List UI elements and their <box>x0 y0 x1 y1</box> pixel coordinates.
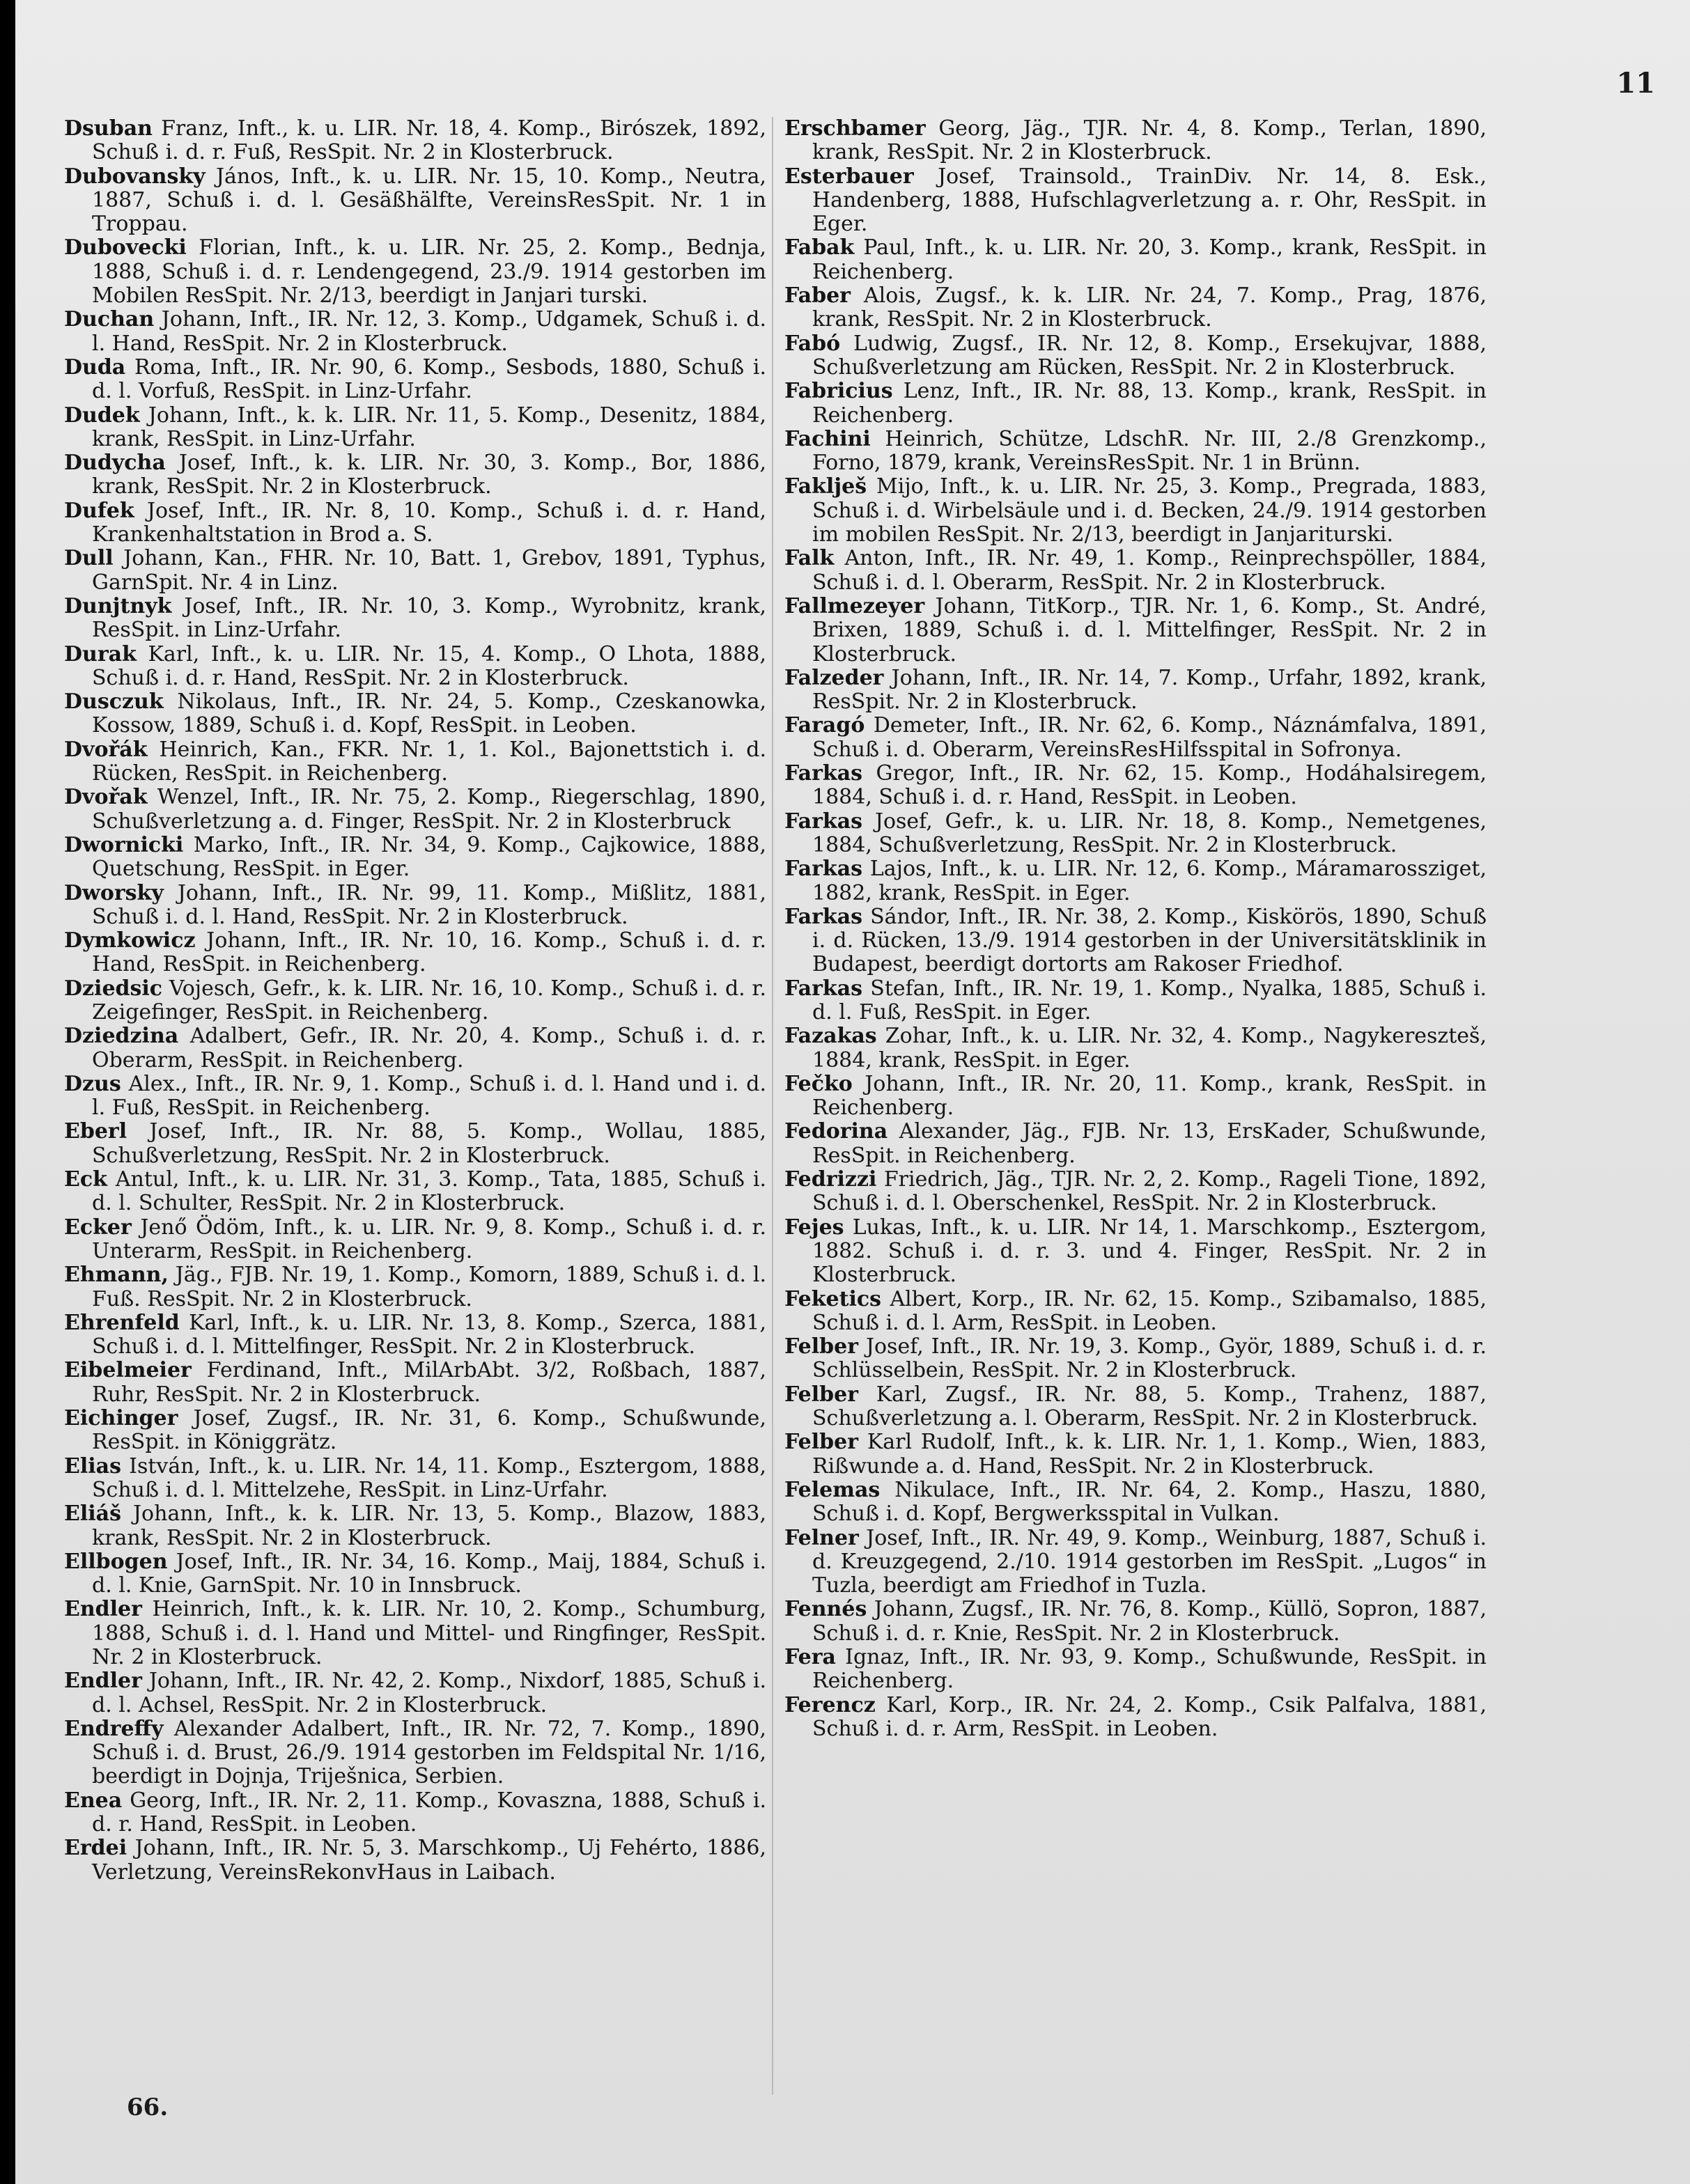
entry-details: Johann, Inft., IR. Nr. 42, 2. Komp., Nixdorf, 1885, Schuß i. d. l. Achsel, ResSpit. Nr. 2 in Klosterbruck. <box>92 1669 766 1717</box>
entry-details: Josef, Inft., IR. Nr. 34, 16. Komp., Maij, 1884, Schuß i. d. l. Knie, GarnSpit. Nr. 10 in Innsbruck. <box>92 1549 766 1598</box>
entry-details: Franz, Inft., k. u. LIR. Nr. 18, 4. Komp., Birószek, 1892, Schuß i. d. r. Fuß, ResSpit. Nr. 2 in Klosterbruck. <box>92 116 766 165</box>
entry-details: Johann, Inft., IR. Nr. 12, 3. Komp., Udgamek, Schuß i. d. l. Hand, ResSpit. Nr. 2 in Klosterbruck. <box>92 307 766 356</box>
entry-details: Paul, Inft., k. u. LIR. Nr. 20, 3. Komp., krank, ResSpit. in Reichenberg. <box>812 235 1487 284</box>
register-entry <box>784 165 1487 237</box>
register-entry <box>784 905 1487 977</box>
register-entry <box>784 1024 1487 1072</box>
entry-details: Karl Rudolf, Inft., k. k. LIR. Nr. 1, 1. Komp., Wien, 1883, Rißwunde a. d. Hand, ResSpit. Nr. 2 in Klosterbruck. <box>812 1430 1487 1479</box>
entry-details: Marko, Inft., IR. Nr. 34, 9. Komp., Cajkowice, 1888, Quetschung, ResSpit. in Eger. <box>92 832 766 882</box>
register-entry <box>64 929 766 977</box>
printer-signature: 66. <box>127 2093 169 2121</box>
entry-surname: Fabó <box>784 331 841 356</box>
entry-surname: Dufek <box>64 498 134 523</box>
entry-details: Josef, Gefr., k. u. LIR. Nr. 18, 8. Komp., Nemetgenes, 1884, Schußverletzung, ResSpit. Nr. 2 in Klosterbruck. <box>812 809 1487 857</box>
entry-details: Adalbert, Gefr., IR. Nr. 20, 4. Komp., Schuß i. d. r. Oberarm, ResSpit. in Reichenberg. <box>92 1024 766 1072</box>
entry-details: Nikolaus, Inft., IR. Nr. 24, 5. Komp., Czeskanowka, Kossow, 1889, Schuß i. d. Kopf, ResSpit. in Leoben. <box>92 689 766 738</box>
entry-surname: Dunjtnyk <box>64 593 172 618</box>
entry-details: Johann, Inft., k. k. LIR. Nr. 11, 5. Komp., Desenitz, 1884, krank, ResSpit. in Linz-Urfahr. <box>92 403 766 451</box>
entry-details: Alois, Zugsf., k. k. LIR. Nr. 24, 7. Komp., Prag, 1876, krank, ResSpit. Nr. 2 in Klosterbruck. <box>812 283 1487 332</box>
document-page <box>15 0 1690 2184</box>
entry-surname: Esterbauer <box>784 164 914 189</box>
entry-surname: Faber <box>784 283 851 309</box>
register-entry <box>64 1359 766 1407</box>
register-entry <box>784 284 1487 332</box>
entry-details: Nikulace, Inft., IR. Nr. 64, 2. Komp., Haszu, 1880, Schuß i. d. Kopf, Bergwerksspital in Vulkan. <box>812 1477 1487 1527</box>
register-entry <box>64 1120 766 1168</box>
entry-details: Gregor, Inft., IR. Nr. 62, 15. Komp., Hodáhalsiregem, 1884, Schuß i. d. r. Hand, ResSpit. in Leoben. <box>812 761 1487 810</box>
register-entry <box>784 762 1487 810</box>
register-entry <box>784 857 1487 905</box>
entry-details: Sándor, Inft., IR. Nr. 38, 2. Komp., Kiskörös, 1890, Schuß i. d. Rücken, 13./9. 1914 gestorben in der Universitätsklinik in Budapest, beerdigt dortorts am Rakoser Friedhof. <box>812 904 1487 977</box>
entry-surname: Eliáš <box>64 1502 121 1527</box>
entry-surname: Felber <box>784 1334 859 1359</box>
entry-details: Karl, Zugsf., IR. Nr. 88, 5. Komp., Trahenz, 1887, Schußverletzung a. l. Oberarm, ResSpit. Nr. 2 in Klosterbruck. <box>812 1382 1487 1431</box>
entry-details: Josef, Inft., IR. Nr. 8, 10. Komp., Schuß i. d. r. Hand, Krankenhaltstation in Brod a. S. <box>92 498 766 547</box>
entry-details: Friedrich, Jäg., TJR. Nr. 2, 2. Komp., Rageli Tione, 1892, Schuß i. d. l. Oberschenkel, ResSpit. Nr. 2 in Klosterbruck. <box>812 1167 1487 1216</box>
register-entry <box>64 1407 766 1455</box>
register-entry <box>784 1335 1487 1383</box>
entry-surname: Fedorina <box>784 1119 888 1144</box>
entry-surname: Farkas <box>784 857 863 882</box>
register-entry <box>64 1598 766 1669</box>
entry-details: Jäg., FJB. Nr. 19, 1. Komp., Komorn, 1889, Schuß i. d. l. Fuß. ResSpit. Nr. 2 in Klosterbruck. <box>92 1263 766 1311</box>
entry-surname: Fazakas <box>784 1024 877 1049</box>
register-entry <box>784 1598 1487 1646</box>
register-entry <box>64 738 766 786</box>
entry-details: István, Inft., k. u. LIR. Nr. 14, 11. Komp., Esztergom, 1888, Schuß i. d. l. Mittelzehe, ResSpit. in Linz-Urfahr. <box>92 1453 766 1502</box>
entry-surname: Faragó <box>784 713 865 738</box>
register-entry <box>64 1502 766 1550</box>
entry-details: Johann, Inft., IR. Nr. 10, 16. Komp., Schuß i. d. r. Hand, ResSpit. in Reichenberg. <box>92 928 766 977</box>
entry-details: Florian, Inft., k. u. LIR. Nr. 25, 2. Komp., Bednja, 1888, Schuß i. d. r. Lendengegend, 23./9. 1914 gestorben im Mobilen ResSpit. Nr. 2/13, beerdigt in Janjari turski. <box>92 235 766 309</box>
entry-surname: Farkas <box>784 809 863 834</box>
register-entry <box>64 977 766 1025</box>
entry-details: Roma, Inft., IR. Nr. 90, 6. Komp., Sesbods, 1880, Schuß i. d. l. Vorfuß, ResSpit. in Linz-Urfahr. <box>92 354 766 404</box>
register-entry <box>784 475 1487 547</box>
register-entry <box>784 810 1487 858</box>
right-column <box>784 117 1487 1741</box>
entry-details: Zohar, Inft., k. u. LIR. Nr. 32, 4. Komp., Nagykereszteš, 1884, krank, ResSpit. in Eger. <box>812 1024 1487 1072</box>
register-entry <box>64 690 766 738</box>
register-entry <box>784 332 1487 380</box>
entry-surname: Feketics <box>784 1286 882 1311</box>
entry-surname: Dvořák <box>64 737 148 762</box>
entry-surname: Ehmann, <box>64 1263 169 1288</box>
entry-surname: Dull <box>64 546 114 571</box>
entry-surname: Eberl <box>64 1119 127 1144</box>
entry-details: Antul, Inft., k. u. LIR. Nr. 31, 3. Komp., Tata, 1885, Schuß i. d. l. Schulter, ResSpit. Nr. 2 in Klosterbruck. <box>92 1167 766 1216</box>
register-entry <box>64 1789 766 1837</box>
entry-surname: Fallmezeyer <box>784 593 925 618</box>
entry-details: Mijo, Inft., k. u. LIR. Nr. 25, 3. Komp., Pregrada, 1883, Schuß i. d. Wirbelsäule und i. d. Becken, 24./9. 1914 gestorben im mobilen ResSpit. Nr. 2/13, beerdigt in Janjariturski. <box>812 474 1487 547</box>
entry-surname: Farkas <box>784 904 863 929</box>
entry-surname: Felber <box>784 1430 859 1455</box>
register-entry <box>64 1168 766 1216</box>
register-entry <box>64 1669 766 1717</box>
entry-surname: Ferencz <box>784 1692 876 1717</box>
entry-surname: Elias <box>64 1453 121 1479</box>
entry-details: Johann, Inft., IR. Nr. 99, 11. Komp., Mißlitz, 1881, Schuß i. d. l. Hand, ResSpit. Nr. 2 in Klosterbruck. <box>92 880 766 929</box>
entry-surname: Felemas <box>784 1477 881 1502</box>
entry-details: Karl, Inft., k. u. LIR. Nr. 13, 8. Komp., Szerca, 1881, Schuß i. d. l. Mittelfinger, ResSpit. Nr. 2 in Klosterbruck. <box>92 1310 766 1359</box>
entry-details: Lukas, Inft., k. u. LIR. Nr 14, 1. Marschkomp., Esztergom, 1882. Schuß i. d. r. 3. und 4. Finger, ResSpit. Nr. 2 in Klosterbruck. <box>812 1215 1487 1288</box>
entry-surname: Felber <box>784 1382 859 1407</box>
register-entry <box>64 117 766 165</box>
entry-details: Ignaz, Inft., IR. Nr. 93, 9. Komp., Schußwunde, ResSpit. in Reichenberg. <box>812 1645 1487 1694</box>
entry-surname: Ehrenfeld <box>64 1310 180 1335</box>
entry-details: Karl, Inft., k. u. LIR. Nr. 15, 4. Komp., O Lhota, 1888, Schuß i. d. r. Hand, ResSpit. Nr. 2 in Klosterbruck. <box>92 641 766 690</box>
register-entry <box>784 1479 1487 1527</box>
register-entry <box>784 595 1487 666</box>
page-number: 11 <box>1616 67 1655 100</box>
entry-details: János, Inft., k. u. LIR. Nr. 15, 10. Komp., Neutra, 1887, Schuß i. d. l. Gesäßhälfte, VereinsResSpit. Nr. 1 in Troppau. <box>92 164 766 237</box>
entry-surname: Ecker <box>64 1215 132 1240</box>
register-entry <box>64 1550 766 1598</box>
register-entry <box>784 1383 1487 1431</box>
entry-details: Johann, Inft., k. k. LIR. Nr. 13, 5. Komp., Blazow, 1883, krank, ResSpit. Nr. 2 in Klosterbruck. <box>92 1502 766 1550</box>
register-entry <box>64 1311 766 1359</box>
entry-details: Vojesch, Gefr., k. k. LIR. Nr. 16, 10. Komp., Schuß i. d. r. Zeigefinger, ResSpit. in Reichenberg. <box>92 976 766 1024</box>
entry-surname: Dudek <box>64 403 140 428</box>
register-entry <box>64 165 766 237</box>
register-entry <box>784 714 1487 762</box>
entry-details: Josef, Inft., IR. Nr. 88, 5. Komp., Wollau, 1885, Schußverletzung, ResSpit. Nr. 2 in Klosterbruck. <box>92 1119 766 1168</box>
entry-surname: Dusczuk <box>64 689 164 715</box>
entry-surname: Fabak <box>784 235 855 260</box>
register-entry <box>64 1072 766 1121</box>
register-entry <box>64 1263 766 1311</box>
register-entry <box>64 236 766 308</box>
entry-details: Lenz, Inft., IR. Nr. 88, 13. Komp., krank, ResSpit. in Reichenberg. <box>812 379 1487 428</box>
register-entry <box>64 308 766 356</box>
entry-surname: Faklješ <box>784 474 867 499</box>
entry-surname: Fera <box>784 1645 836 1669</box>
entry-surname: Dzus <box>64 1071 121 1096</box>
entry-surname: Eck <box>64 1167 107 1192</box>
entry-surname: Fečko <box>784 1071 853 1096</box>
register-entry <box>784 547 1487 595</box>
register-entry <box>64 1717 766 1789</box>
entry-details: Johann, Inft., IR. Nr. 20, 11. Komp., krank, ResSpit. in Reichenberg. <box>812 1071 1487 1121</box>
entry-surname: Fennés <box>784 1597 867 1622</box>
entry-surname: Dziedsic <box>64 976 163 1001</box>
entry-details: Josef, Inft., IR. Nr. 10, 3. Komp., Wyrobnitz, krank, ResSpit. in Linz-Urfahr. <box>92 593 766 643</box>
register-entry <box>64 451 766 499</box>
entry-surname: Duda <box>64 354 126 380</box>
register-entry <box>64 1836 766 1885</box>
register-entry <box>784 1168 1487 1216</box>
column-divider <box>772 117 773 2095</box>
register-entry <box>784 236 1487 284</box>
entry-surname: Fachini <box>784 426 871 451</box>
register-entry <box>784 428 1487 476</box>
entry-details: Alexander, Jäg., FJB. Nr. 13, ErsKader, Schußwunde, ResSpit. in Reichenberg. <box>812 1119 1487 1168</box>
entry-surname: Eichinger <box>64 1406 178 1431</box>
register-entry <box>784 977 1487 1025</box>
entry-surname: Fabricius <box>784 379 893 404</box>
entry-surname: Dworsky <box>64 880 164 905</box>
register-entry <box>64 499 766 547</box>
entry-details: Johann, TitKorp., TJR. Nr. 1, 6. Komp., St. André, Brixen, 1889, Schuß i. d. l. Mittelfinger, ResSpit. Nr. 2 in Klosterbruck. <box>812 593 1487 666</box>
entry-details: Karl, Korp., IR. Nr. 24, 2. Komp., Csik Palfalva, 1881, Schuß i. d. r. Arm, ResSpit. in Leoben. <box>812 1692 1487 1741</box>
entry-details: Stefan, Inft., IR. Nr. 19, 1. Komp., Nyalka, 1885, Schuß i. d. l. Fuß, ResSpit. in Eger. <box>812 976 1487 1024</box>
entry-surname: Endreffy <box>64 1716 164 1741</box>
register-entry <box>64 547 766 595</box>
entry-surname: Endler <box>64 1597 142 1622</box>
entry-details: Ludwig, Zugsf., IR. Nr. 12, 8. Komp., Ersekujvar, 1888, Schußverletzung am Rücken, ResSpit. Nr. 2 in Klosterbruck. <box>812 331 1487 380</box>
entry-surname: Fedrizzi <box>784 1167 877 1192</box>
entry-surname: Falk <box>784 546 835 571</box>
entry-surname: Dziedzina <box>64 1024 179 1049</box>
entry-details: Georg, Jäg., TJR. Nr. 4, 8. Komp., Terlan, 1890, krank, ResSpit. Nr. 2 in Klosterbruck. <box>812 116 1487 165</box>
register-entry <box>784 666 1487 715</box>
entry-details: Georg, Inft., IR. Nr. 2, 11. Komp., Kovaszna, 1888, Schuß i. d. r. Hand, ResSpit. in Leoben. <box>92 1788 766 1837</box>
entry-details: Heinrich, Kan., FKR. Nr. 1, 1. Kol., Bajonettstich i. d. Rücken, ResSpit. in Reichenberg. <box>92 737 766 786</box>
entry-surname: Dymkowicz <box>64 928 196 953</box>
entry-surname: Ellbogen <box>64 1549 168 1574</box>
entry-details: Alex., Inft., IR. Nr. 9, 1. Komp., Schuß i. d. l. Hand und i. d. l. Fuß, ResSpit. in Reichenberg. <box>92 1071 766 1121</box>
register-entry <box>64 786 766 834</box>
entry-details: Heinrich, Inft., k. k. LIR. Nr. 10, 2. Komp., Schumburg, 1888, Schuß i. d. l. Hand und Mittel- und Ringfinger, ResSpit. Nr. 2 in Klosterbruck. <box>92 1597 766 1669</box>
register-entry <box>784 380 1487 428</box>
entry-surname: Felner <box>784 1525 859 1550</box>
entry-surname: Fejes <box>784 1215 844 1240</box>
entry-details: Anton, Inft., IR. Nr. 49, 1. Komp., Reinprechspöller, 1884, Schuß i. d. l. Oberarm, ResSpit. Nr. 2 in Klosterbruck. <box>812 546 1487 595</box>
entry-details: Josef, Trainsold., TrainDiv. Nr. 14, 8. Esk., Handenberg, 1888, Hufschlagverletzung a. r. Ohr, ResSpit. in Eger. <box>812 164 1487 237</box>
entry-surname: Dvořak <box>64 785 148 810</box>
register-entry <box>64 834 766 882</box>
entry-surname: Dsuban <box>64 116 153 141</box>
register-entry <box>784 1694 1487 1742</box>
register-entry <box>784 117 1487 165</box>
entry-surname: Farkas <box>784 976 863 1001</box>
entry-details: Ferdinand, Inft., MilArbAbt. 3/2, Roßbach, 1887, Ruhr, ResSpit. Nr. 2 in Klosterbruck. <box>92 1358 766 1407</box>
entry-surname: Erschbamer <box>784 116 926 141</box>
entry-surname: Enea <box>64 1788 123 1813</box>
register-entry <box>784 1430 1487 1479</box>
entry-surname: Durak <box>64 641 137 666</box>
entry-details: Johann, Inft., IR. Nr. 14, 7. Komp., Urfahr, 1892, krank, ResSpit. Nr. 2 in Klosterbruck. <box>812 665 1487 715</box>
register-entry <box>64 1216 766 1264</box>
entry-surname: Duchan <box>64 307 155 332</box>
register-entry <box>64 356 766 404</box>
register-entry <box>64 643 766 691</box>
entry-surname: Erdei <box>64 1836 127 1861</box>
register-entry <box>784 1527 1487 1598</box>
register-entry <box>784 1646 1487 1694</box>
entry-surname: Dudycha <box>64 451 166 476</box>
register-entry <box>64 882 766 930</box>
entry-details: Demeter, Inft., IR. Nr. 62, 6. Komp., Náznámfalva, 1891, Schuß i. d. Oberarm, VereinsResHilfsspital in Sofronya. <box>812 713 1487 762</box>
register-entry <box>64 595 766 643</box>
register-entry <box>784 1120 1487 1168</box>
entry-surname: Dubovansky <box>64 164 206 189</box>
left-column <box>64 117 766 1885</box>
entry-details: Josef, Zugsf., IR. Nr. 31, 6. Komp., Schußwunde, ResSpit. in Königgrätz. <box>92 1406 766 1455</box>
entry-details: Alexander Adalbert, Inft., IR. Nr. 72, 7. Komp., 1890, Schuß i. d. Brust, 26./9. 1914 gestorben im Feldspital Nr. 1/16, beerdigt in Dojnja, Triješnica, Serbien. <box>92 1716 766 1789</box>
entry-surname: Dubovecki <box>64 235 187 260</box>
register-entry <box>784 1072 1487 1121</box>
register-entry <box>784 1288 1487 1336</box>
entry-surname: Endler <box>64 1669 142 1694</box>
entry-details: Josef, Inft., IR. Nr. 49, 9. Komp., Weinburg, 1887, Schuß i. d. Kreuzgegend, 2./10. 1914 gestorben im ResSpit. „Lugos“ in Tuzla, beerdigt am Friedhof in Tuzla. <box>812 1525 1487 1598</box>
register-entry <box>64 1024 766 1072</box>
entry-details: Lajos, Inft., k. u. LIR. Nr. 12, 6. Komp., Máramarossziget, 1882, krank, ResSpit. in Eger. <box>812 857 1487 905</box>
entry-surname: Dwornicki <box>64 832 184 857</box>
register-entry <box>64 1455 766 1503</box>
entry-details: Johann, Zugsf., IR. Nr. 76, 8. Komp., Küllö, Sopron, 1887, Schuß i. d. r. Knie, ResSpit. Nr. 2 in Klosterbruck. <box>812 1597 1487 1646</box>
entry-surname: Eibelmeier <box>64 1358 192 1383</box>
register-entry <box>64 404 766 452</box>
register-entry <box>784 1216 1487 1288</box>
entry-details: Josef, Inft., k. k. LIR. Nr. 30, 3. Komp., Bor, 1886, krank, ResSpit. Nr. 2 in Klosterbruck. <box>92 451 766 499</box>
entry-surname: Farkas <box>784 761 863 786</box>
entry-surname: Falzeder <box>784 665 884 690</box>
entry-details: Josef, Inft., IR. Nr. 19, 3. Komp., Györ, 1889, Schuß i. d. r. Schlüsselbein, ResSpit. Nr. 2 in Klosterbruck. <box>812 1334 1487 1383</box>
entry-details: Jenő Ödöm, Inft., k. u. LIR. Nr. 9, 8. Komp., Schuß i. d. r. Unterarm, ResSpit. in Reichenberg. <box>92 1215 766 1263</box>
entry-details: Heinrich, Schütze, LdschR. Nr. III, 2./8 Grenzkomp., Forno, 1879, krank, VereinsResSpit. Nr. 1 in Brünn. <box>812 426 1487 476</box>
entry-details: Johann, Inft., IR. Nr. 5, 3. Marschkomp., Uj Fehérto, 1886, Verletzung, VereinsRekonvHaus in Laibach. <box>92 1836 766 1885</box>
entry-details: Johann, Kan., FHR. Nr. 10, Batt. 1, Grebov, 1891, Typhus, GarnSpit. Nr. 4 in Linz. <box>92 546 766 595</box>
entry-details: Albert, Korp., IR. Nr. 62, 15. Komp., Szibamalso, 1885, Schuß i. d. l. Arm, ResSpit. in Leoben. <box>812 1286 1487 1335</box>
entry-details: Wenzel, Inft., IR. Nr. 75, 2. Komp., Riegerschlag, 1890, Schußverletzung a. d. Finger, ResSpit. Nr. 2 in Klosterbruck <box>92 785 766 834</box>
